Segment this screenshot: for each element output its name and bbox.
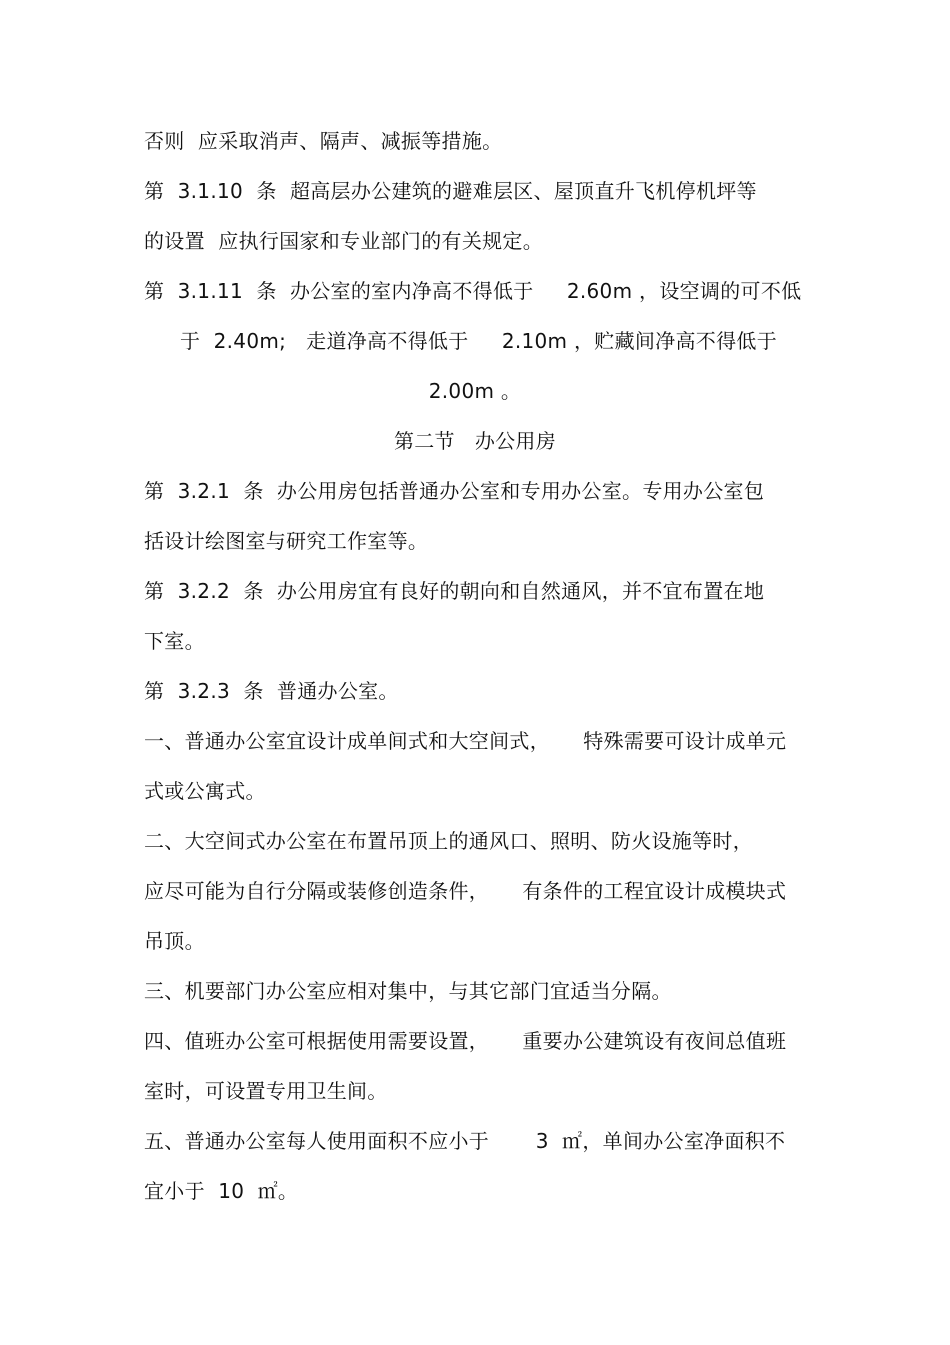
text-line-18: 三、机要部门办公室应相对集中，与其它部门宜适当分隔。	[144, 979, 672, 1003]
text-line-13: 一、普通办公室宜设计成单间式和大空间式， 特殊需要可设计成单元	[144, 729, 787, 753]
text-line-17: 吊顶。	[144, 929, 205, 953]
text-line-11: 下室。	[144, 629, 205, 653]
text-line-6: 2.00m 。	[428, 379, 522, 403]
text-line-15: 二、大空间式办公室在布置吊顶上的通风口、照明、防火设施等时，	[144, 829, 753, 853]
text-line-19: 四、值班办公室可根据使用需要设置， 重要办公建筑设有夜间总值班	[144, 1029, 787, 1053]
text-line-2: 第 3.1.10 条 超高层办公建筑的避难层区、屋顶直升飞机停机坪等	[144, 179, 757, 203]
text-line-20: 室时，可设置专用卫生间。	[144, 1079, 388, 1103]
text-line-3: 的设置 应执行国家和专业部门的有关规定。	[144, 229, 544, 253]
text-line-5: 于 2.40m; 走道净高不得低于 2.10m ，贮藏间净高不得低于	[180, 329, 777, 353]
text-line-12: 第 3.2.3 条 普通办公室。	[144, 679, 399, 703]
text-line-16: 应尽可能为自行分隔或装修创造条件， 有条件的工程宜设计成模块式	[144, 879, 787, 903]
text-line-14: 式或公寓式。	[144, 779, 266, 803]
text-line-22: 宜小于 10 ㎡。	[144, 1179, 299, 1203]
section-heading: 第二节 办公用房	[393, 429, 557, 453]
text-line-4: 第 3.1.11 条 办公室的室内净高不得低于 2.60m ，设空调的可不低	[144, 279, 802, 303]
text-line-8: 第 3.2.1 条 办公用房包括普通办公室和专用办公室。专用办公室包	[144, 479, 765, 503]
text-line-9: 括设计绘图室与研究工作室等。	[144, 529, 429, 553]
text-line-21: 五、普通办公室每人使用面积不应小于 3 ㎡，单间办公室净面积不	[144, 1129, 786, 1153]
text-line-1: 否则 应采取消声、隔声、减振等措施。	[144, 129, 503, 153]
text-line-10: 第 3.2.2 条 办公用房宜有良好的朝向和自然通风，并不宜布置在地	[144, 579, 765, 603]
